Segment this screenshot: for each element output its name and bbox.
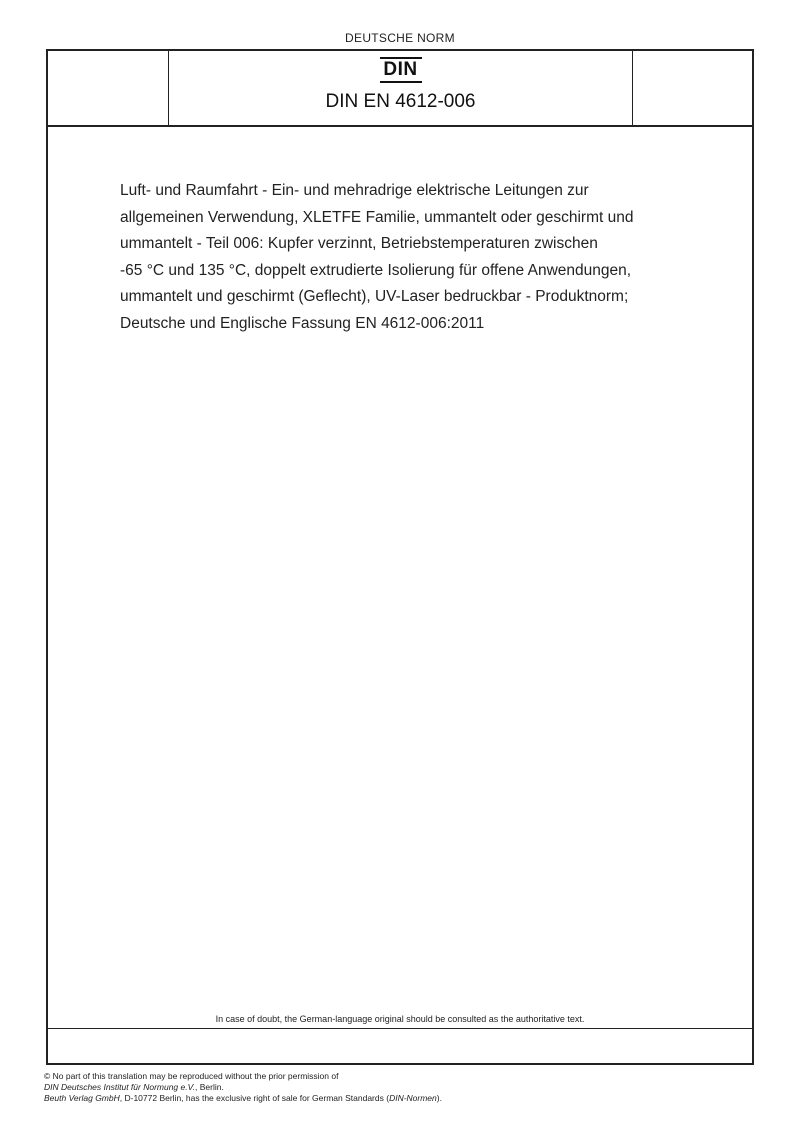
copyright-notice xyxy=(44,1071,442,1104)
document-type-label: DEUTSCHE NORM xyxy=(345,31,455,45)
copyright-line-1: © No part of this translation may be reproduced without the prior permission of xyxy=(44,1071,339,1081)
title-line: Luft- und Raumfahrt - Ein- und mehradrige elektrische Leitungen zur xyxy=(120,182,589,199)
document-frame xyxy=(46,49,754,1065)
copyright-line-2 xyxy=(44,1082,442,1093)
title-line: -65 °C und 135 °C, doppelt extrudierte Isolierung für offene Anwendungen, xyxy=(120,261,632,279)
document-title xyxy=(120,178,720,337)
copyright-end: ). xyxy=(436,1093,442,1103)
title-line: ummantelt - Teil 006: Kupfer verzinnt, Betriebstemperaturen zwischen xyxy=(120,235,598,252)
copyright-city: , Berlin. xyxy=(195,1082,224,1092)
header-row xyxy=(48,51,752,127)
title-line: ummantelt und geschirmt (Geflecht), UV-Laser bedruckbar - Produktnorm; xyxy=(120,288,629,305)
copyright-distributor: Beuth Verlag GmbH xyxy=(44,1093,120,1103)
din-logo: DIN xyxy=(380,57,422,83)
translation-note: In case of doubt, the German-language original should be consulted as the authoritative text. xyxy=(215,1014,585,1024)
copyright-line-3 xyxy=(44,1093,442,1104)
header-left-cell xyxy=(48,51,169,125)
header-center-cell xyxy=(169,51,632,125)
copyright-rights-text: , D-10772 Berlin, has the exclusive right of sale for German Standards ( xyxy=(119,1093,390,1103)
copyright-publisher: DIN Deutsches Institut für Normung e.V. xyxy=(44,1082,196,1092)
footer-row xyxy=(48,1028,752,1064)
header-right-cell xyxy=(632,51,752,125)
title-line: Deutsche und Englische Fassung EN 4612-006:2011 xyxy=(120,314,485,332)
title-line: allgemeinen Verwendung, XLETFE Familie, ummantelt oder geschirmt und xyxy=(120,208,634,226)
copyright-din-normen: DIN-Normen xyxy=(389,1093,437,1103)
document-number: DIN EN 4612-006 xyxy=(325,91,476,112)
